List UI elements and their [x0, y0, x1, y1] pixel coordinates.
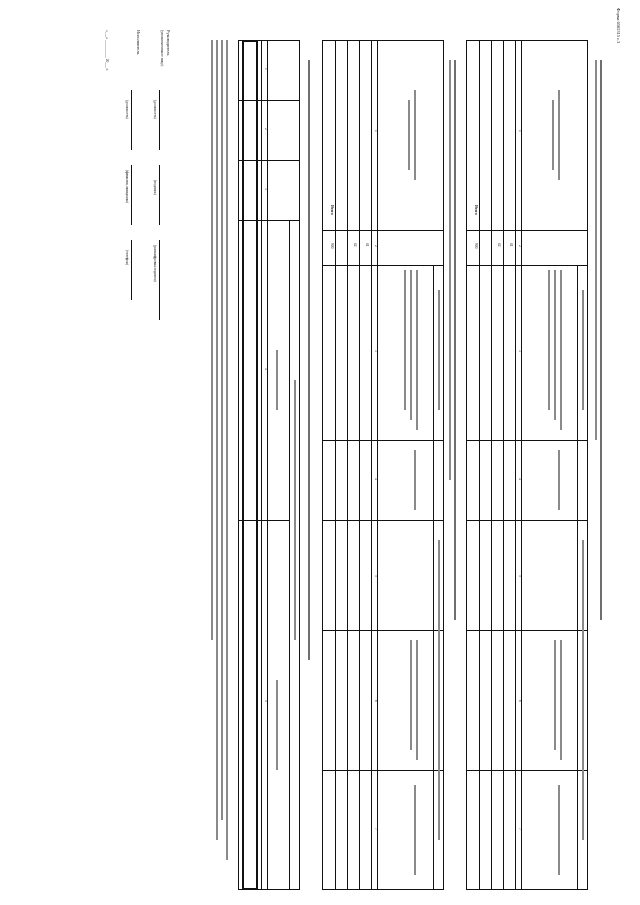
rotated-sheet: Форма 0505315 с.3 1 2 3 4 5 6 7 01 02 Итого 900 1 2 3 4 5 6 7 01 02 Итого 900 1 2 3 4 5 Руководитель (уполномоченное лицо) (должность) (подпись) (расшифровка подписи) Исполнитель (должность) (фамилия, инициалы) (телефон) «___» __________ 20___ г.: [0, 0, 640, 905]
section-a-heading: [600, 60, 602, 620]
section-a-heading-2: [595, 60, 597, 440]
section-b-heading: [454, 60, 456, 620]
table-b: [322, 40, 444, 890]
sign-executor-label: Исполнитель: [136, 30, 141, 55]
section-4-heading: [308, 60, 310, 660]
table-4-data-row: [242, 40, 258, 890]
section-b-heading-2: [449, 60, 451, 480]
table-a: [466, 40, 588, 890]
form-label: Форма 0505315 с.3: [616, 8, 621, 44]
sign-head-label: Руководитель: [166, 30, 171, 56]
itogo-b-label: Итого: [330, 205, 334, 215]
sign-head-sub: (уполномоченное лицо): [160, 30, 164, 67]
sign-date-line: «___» __________ 20___ г.: [105, 30, 109, 71]
itogo-a-label: Итого: [474, 205, 478, 215]
